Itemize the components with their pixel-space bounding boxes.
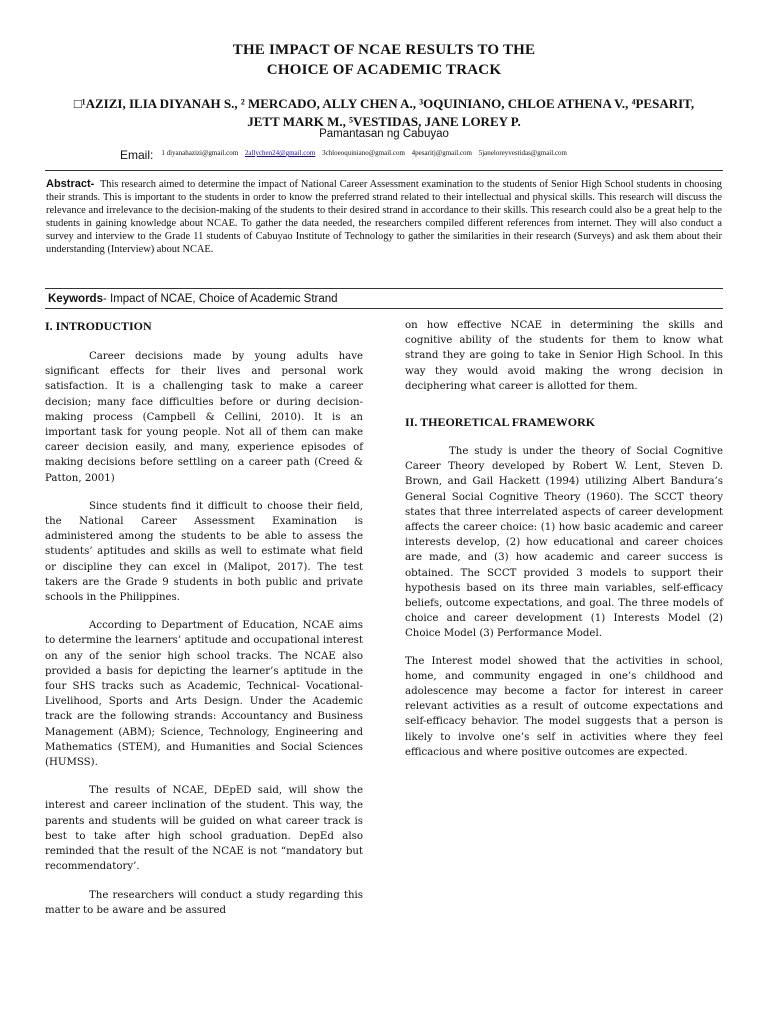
intro-paragraph-5: The researchers will conduct a study regarding this matter to be aware and be assured [45, 889, 363, 916]
email-1: 1 diyanahazizi@gmail.com [161, 149, 239, 157]
affiliation: Pamantasan ng Cabuyao [319, 128, 449, 140]
section-theoretical-framework-heading: II. THEORETICAL FRAMEWORK [405, 415, 596, 430]
keywords-label: Keywords [48, 293, 103, 305]
paper-title [0, 40, 768, 80]
title-line-1: THE IMPACT OF NCAE RESULTS TO THE [232, 42, 536, 58]
abstract-divider [45, 288, 723, 289]
intro-paragraph-3: According to Department of Education, NCAE aims to determine the learners’ aptitude and occupational interest on any of the senior high school tracks. The NCAE also provided a basis for depicting the learner’s aptitude in the four SHS tracks such as Academic, Technical- Vocational-Livelihood, Sports and Arts Design. Under the Academic track are the following strands: Accountancy and Business Management (ABM); Science, Technology, Engineering and Mathematics (STEM), and Humanities and Social Sciences (HUMSS). [45, 620, 363, 769]
email-5: 5janeloreyvestidas@gmail.com [478, 149, 568, 157]
email-4: 4pesaritj@gmail.com [411, 149, 472, 157]
author-list [30, 95, 738, 131]
email-label: Email: [120, 148, 154, 162]
email-list [161, 149, 572, 157]
abstract [46, 178, 722, 256]
title-line-2: CHOICE OF ACADEMIC TRACK [266, 62, 502, 78]
authors-line-2: JETT MARK M., ⁵VESTIDAS, JANE LOREY P. [247, 114, 521, 129]
framework-paragraph-2: The Interest model showed that the activities in school, home, and community engaged in one’s childhood and adolescence may become a factor for interest in career relevant activities as a result of outcome expectations and self-efficacy behavior. The model suggests that a person is likely to involve one’s self in activities where they feel efficacious and where positive outcomes are expected. [405, 655, 723, 758]
abstract-label: Abstract- [46, 178, 95, 190]
abstract-text: This research aimed to determine the impact of National Career Assessment examination to the students of Senior High School students in choosing their strands. This is important to the students in order to know the preferred strand related to their intellectual and physical skills. This research will discuss the relevance and irrelevance to the decision-making of the students to their desired strand in accordance to their skills. This research could also be a great help to the students in gaining knowledge about NCAE. To gather the data needed, the researchers compiled different references from internet. They will also conduct a survey and interview to the Grade 11 students of Cabuyao Institute of Technology to gather the similarities in their research (Surveys) and ask them about their understanding (Interview) about NCAE. [46, 179, 722, 255]
keywords [48, 293, 338, 305]
left-column [45, 318, 363, 918]
email-2-link[interactable]: 2allychen24@gmail.com [244, 149, 316, 157]
right-column [405, 318, 723, 760]
intro-paragraph-1: Career decisions made by young adults have significant effects for their lives and personal work satisfaction. It is a challenging task to make a career decision; many face difficulties before or during decision-making process (Campbell & Cellini, 2010). It is an important task for young people. Not all of them can make career decision easily, and many, experience episodes of making decisions before settling on a career path (Creed & Patton, 2001) [45, 351, 363, 484]
intro-paragraph-5-continued: on how effective NCAE in determining the skills and cognitive ability of the students for them to know what strand they are going to take in Senior High School. In this way they would avoid making the wrong decision in deciphering what career is allotted for them. [405, 320, 723, 392]
header-divider [45, 170, 723, 171]
intro-paragraph-4: The results of NCAE, DEpED said, will show the interest and career inclination of the student. This way, the parents and students will be guided on what career track is best to take after high school graduation. DepEd also reminded that the result of the NCAE is not “mandatory but recommendatory’. [45, 785, 363, 873]
intro-paragraph-2: Since students find it difficult to choose their field, the National Career Assessment Examination is administered among the students to be able to assess the students’ aptitudes and skills as well to estimate what field or discipline they can excel in (Malipot, 2017). The test takers are the Grade 9 students in both public and private schools in the Philippines. [45, 500, 363, 604]
email-row [120, 142, 740, 160]
keywords-text: - Impact of NCAE, Choice of Academic Strand [102, 293, 338, 305]
email-3: 3chloeoquiniano@gmail.com [322, 149, 405, 157]
framework-paragraph-1: The study is under the theory of Social Cognitive Career Theory developed by Robert W. Lent, Steven D. Brown, and Gail Hackett (1994) utilizing Albert Bandura’s General Social Cognitive Theory (1960). The SCCT theory states that three interrelated aspects of career development affects the career choice: (1) how basic academic and career interests develop, (2) how educational and career choices are made, and (3) how academic and career success is obtained. The SCCT provided 3 models to support their hypothesis based on its three main variables, self-efficacy beliefs, outcome expectations, and goal. The three models of choice and career development (1) Interests Model (2) Choice Model (3) Performance Model. [405, 446, 723, 640]
section-introduction-heading: I. INTRODUCTION [45, 319, 152, 333]
keywords-divider [45, 308, 723, 309]
authors-line-1: □¹AZIZI, ILIA DIYANAH S., ² MERCADO, ALLY CHEN A., ³OQUINIANO, CHLOE ATHENA V., ⁴PESARIT, [73, 96, 695, 111]
